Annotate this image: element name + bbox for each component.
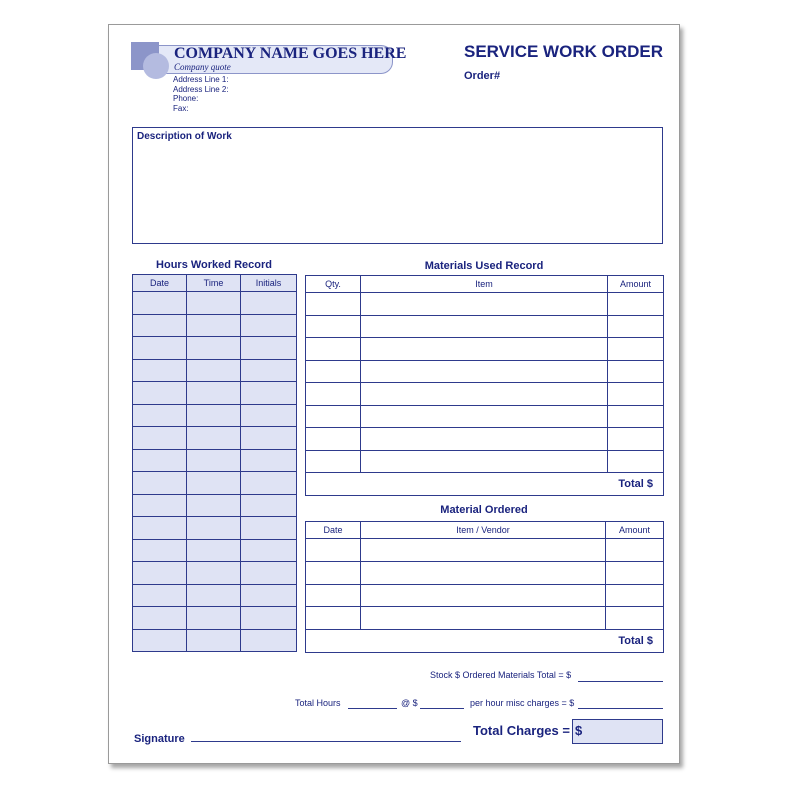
table-cell[interactable] <box>241 607 297 630</box>
table-cell[interactable] <box>187 584 241 607</box>
table-cell[interactable] <box>306 383 361 406</box>
address-line-1: Address Line 1: <box>173 75 229 84</box>
signature-line[interactable] <box>191 741 461 742</box>
table-cell[interactable] <box>306 338 361 361</box>
table-cell[interactable] <box>241 472 297 495</box>
total-row <box>306 473 664 496</box>
table-cell[interactable] <box>241 562 297 585</box>
total-charges-prefix: $ <box>575 723 583 738</box>
table-cell[interactable] <box>241 404 297 427</box>
form-title: SERVICE WORK ORDER <box>464 42 663 61</box>
table-cell[interactable] <box>133 449 187 472</box>
table-cell[interactable] <box>133 292 187 315</box>
misc-charges-label: per hour misc charges = $ <box>470 698 575 708</box>
table-cell[interactable] <box>361 338 608 361</box>
table-row <box>306 315 664 338</box>
table-cell[interactable] <box>241 539 297 562</box>
table-cell[interactable] <box>361 428 608 451</box>
table-row <box>133 584 297 607</box>
table-row <box>133 359 297 382</box>
table-row <box>306 584 664 607</box>
table-row <box>306 293 664 316</box>
logo-circle-icon <box>143 53 169 79</box>
table-cell[interactable] <box>606 584 664 607</box>
table-cell[interactable] <box>133 382 187 405</box>
table-cell[interactable] <box>608 450 664 473</box>
table-cell[interactable] <box>241 629 297 652</box>
table-row <box>133 404 297 427</box>
hourly-rate-label: @ $ <box>401 698 418 708</box>
table-row <box>133 472 297 495</box>
table-cell[interactable] <box>133 404 187 427</box>
table-cell[interactable] <box>187 359 241 382</box>
table-cell[interactable] <box>241 292 297 315</box>
table-cell[interactable] <box>133 314 187 337</box>
table-cell[interactable] <box>361 383 608 406</box>
table-row <box>306 539 664 562</box>
table-cell[interactable] <box>241 494 297 517</box>
order-number-label: Order# <box>464 70 501 82</box>
table-cell[interactable] <box>361 607 606 630</box>
table-cell[interactable] <box>133 539 187 562</box>
total-hours-label: Total Hours <box>295 698 341 708</box>
table-row <box>133 629 297 652</box>
table-cell[interactable] <box>306 315 361 338</box>
table-cell[interactable] <box>133 494 187 517</box>
table-cell[interactable] <box>361 360 608 383</box>
hours-record-header-0: Date <box>133 275 187 292</box>
hours-record-title: Hours Worked Record <box>156 259 272 271</box>
table-cell[interactable] <box>187 404 241 427</box>
table-cell[interactable] <box>606 539 664 562</box>
work-order-page <box>108 24 680 764</box>
table-cell[interactable] <box>187 517 241 540</box>
table-cell[interactable] <box>241 314 297 337</box>
total-row <box>306 630 664 653</box>
table-cell[interactable] <box>187 382 241 405</box>
table-cell[interactable] <box>608 428 664 451</box>
table-cell[interactable] <box>187 314 241 337</box>
table-cell[interactable] <box>187 337 241 360</box>
description-box[interactable] <box>132 127 663 244</box>
table-cell[interactable] <box>608 360 664 383</box>
table-cell[interactable] <box>306 450 361 473</box>
total-label: Total $ <box>306 630 664 653</box>
table-cell[interactable] <box>361 293 608 316</box>
table-row <box>306 405 664 428</box>
table-row <box>306 561 664 584</box>
table-cell[interactable] <box>306 584 361 607</box>
table-cell[interactable] <box>306 539 361 562</box>
table-row <box>306 428 664 451</box>
table-row <box>133 562 297 585</box>
table-cell[interactable] <box>133 607 187 630</box>
table-cell[interactable] <box>241 449 297 472</box>
table-cell[interactable] <box>241 359 297 382</box>
table-row <box>306 360 664 383</box>
material-ordered-header-0: Date <box>306 522 361 539</box>
table-cell[interactable] <box>187 607 241 630</box>
table-cell[interactable] <box>187 494 241 517</box>
materials-used-table <box>305 275 664 496</box>
materials-used-header-1: Item <box>361 276 608 293</box>
material-ordered-header-2: Amount <box>606 522 664 539</box>
table-cell[interactable] <box>133 562 187 585</box>
stock-materials-total-label: Stock $ Ordered Materials Total = $ <box>430 670 572 680</box>
table-cell[interactable] <box>187 562 241 585</box>
table-cell[interactable] <box>187 292 241 315</box>
table-cell[interactable] <box>133 472 187 495</box>
materials-used-header-0: Qty. <box>306 276 361 293</box>
table-row <box>133 539 297 562</box>
table-cell[interactable] <box>361 584 606 607</box>
table-cell[interactable] <box>133 427 187 450</box>
total-charges-field[interactable] <box>572 719 663 744</box>
table-cell[interactable] <box>133 337 187 360</box>
table-cell[interactable] <box>361 405 608 428</box>
table-cell[interactable] <box>361 315 608 338</box>
table-cell[interactable] <box>241 337 297 360</box>
company-tagline: Company quote <box>174 62 231 72</box>
table-cell[interactable] <box>608 293 664 316</box>
table-cell[interactable] <box>306 561 361 584</box>
materials-used-title: Materials Used Record <box>424 260 544 272</box>
table-cell[interactable] <box>187 629 241 652</box>
table-row <box>133 427 297 450</box>
table-cell[interactable] <box>608 338 664 361</box>
hourly-rate-field[interactable] <box>420 708 464 709</box>
table-cell[interactable] <box>241 427 297 450</box>
total-hours-field[interactable] <box>348 708 397 709</box>
hours-record-header-1: Time <box>187 275 241 292</box>
table-row <box>133 382 297 405</box>
table-row <box>133 337 297 360</box>
table-cell[interactable] <box>133 517 187 540</box>
table-row <box>133 314 297 337</box>
table-row <box>306 607 664 630</box>
table-cell[interactable] <box>608 405 664 428</box>
table-row <box>133 607 297 630</box>
table-cell[interactable] <box>187 449 241 472</box>
table-cell[interactable] <box>133 359 187 382</box>
table-row <box>306 338 664 361</box>
fax-label: Fax: <box>173 103 189 113</box>
table-cell[interactable] <box>241 382 297 405</box>
table-cell[interactable] <box>241 584 297 607</box>
table-cell[interactable] <box>187 427 241 450</box>
description-label: Description of Work <box>137 131 232 142</box>
table-cell[interactable] <box>133 584 187 607</box>
material-ordered-title: Material Ordered <box>440 504 528 516</box>
table-cell[interactable] <box>241 517 297 540</box>
address-line-2: Address Line 2: <box>173 84 229 94</box>
signature-label: Signature <box>134 733 185 745</box>
company-name: COMPANY NAME GOES HERE <box>174 45 407 62</box>
table-cell[interactable] <box>187 472 241 495</box>
table-cell[interactable] <box>608 383 664 406</box>
table-row <box>306 383 664 406</box>
stock-materials-total-field[interactable] <box>578 681 663 682</box>
table-cell[interactable] <box>361 561 606 584</box>
table-cell[interactable] <box>608 315 664 338</box>
table-cell[interactable] <box>361 450 608 473</box>
table-row <box>306 450 664 473</box>
table-cell[interactable] <box>306 607 361 630</box>
total-label: Total $ <box>306 473 664 496</box>
table-cell[interactable] <box>306 360 361 383</box>
table-row <box>133 449 297 472</box>
table-cell[interactable] <box>306 293 361 316</box>
material-ordered-header-1: Item / Vendor <box>361 522 606 539</box>
material-ordered-table <box>305 521 664 653</box>
table-cell[interactable] <box>306 428 361 451</box>
table-cell[interactable] <box>306 405 361 428</box>
hours-record-header-2: Initials <box>241 275 297 292</box>
table-cell[interactable] <box>606 607 664 630</box>
table-cell[interactable] <box>606 561 664 584</box>
phone-label: Phone: <box>173 94 199 103</box>
materials-used-header-2: Amount <box>608 276 664 293</box>
table-row <box>133 494 297 517</box>
table-cell[interactable] <box>187 539 241 562</box>
table-row <box>133 517 297 540</box>
table-cell[interactable] <box>133 629 187 652</box>
hours-record-table <box>132 274 297 652</box>
table-cell[interactable] <box>361 539 606 562</box>
misc-charges-field[interactable] <box>578 708 663 709</box>
total-charges-label: Total Charges = <box>473 723 570 738</box>
table-row <box>133 292 297 315</box>
